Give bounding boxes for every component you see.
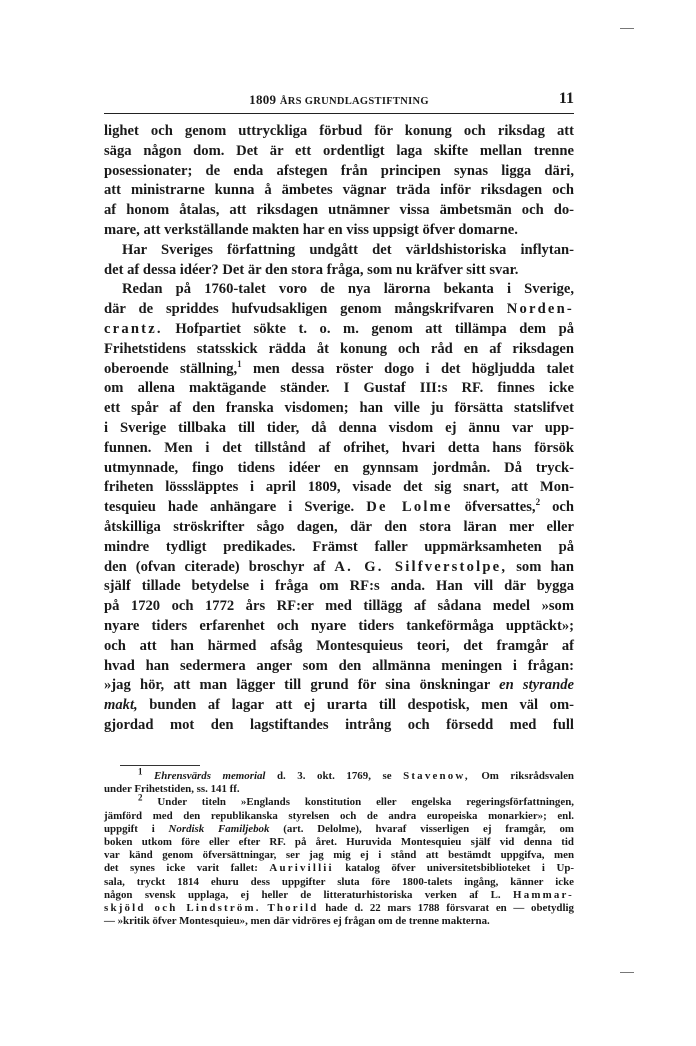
text-run: Hofpartiet sökte t. o. m. genom att tillämpa dem på [175, 320, 574, 337]
footnote-line: under Frihetstiden, ss. 141 ff. [104, 783, 240, 796]
text-line [104, 360, 574, 380]
footnote-number: 1 [138, 766, 143, 777]
footnote-line [104, 889, 574, 902]
text-line: af honom åtalas, att riksdagen utnämner vissa ämbetsmän och do- [104, 202, 574, 219]
footnotes [104, 766, 574, 928]
footnote-line [104, 862, 574, 875]
text-run: Om riksrådsvalen [469, 770, 574, 782]
text-line [104, 320, 574, 340]
text-run: som han [507, 558, 574, 575]
text-line [104, 696, 574, 716]
page-number: 11 [558, 90, 574, 107]
text-line: posessionater; de enda afstegen från principen synas ligga däri, [104, 162, 574, 179]
spaced-name: Aurivillii [269, 862, 334, 875]
text-run: katalog öfver universitetsbiblioteket i Up- [333, 862, 574, 875]
footnote-line: — »kritik öfver Montesquieu», men där vidröres ej frågan om de trenne makterna. [104, 915, 490, 928]
text-run: hade d. 22 mars 1788 försvarat en — obetydlig [318, 901, 574, 914]
header-title: ÅRS GRUNDLAGSTIFTNING [279, 96, 429, 107]
text-run: men dessa röster dogo i det högljudda talet [241, 360, 575, 377]
text-run: och [540, 499, 574, 516]
text-line: Har Sveriges författning undgått det världshistoriska inflytan- [122, 241, 574, 258]
footnote-line [104, 792, 574, 809]
text-run: det synes icke varit fallet: [104, 862, 258, 875]
footnote-ref: 2 [535, 497, 541, 508]
footnote-line: sala, tryckt 1814 ehuru dess uppgifter sluta före 1800-talets ingång, känner icke [104, 875, 574, 888]
text-line [104, 300, 574, 320]
text-line: friheten lösssläpptes i april 1809, visade det sig snart, att Mon- [104, 479, 574, 496]
text-line: gjordad mot den lagstiftandes intrång och försedd med full [104, 716, 574, 733]
text-run: öfversattes, [452, 499, 536, 516]
footnote-line: boken utkom före eller efter RF. på året. Huruvida Montesquieu själf vid denna tid [104, 835, 574, 848]
spaced-name: Hammar- [513, 888, 574, 901]
spaced-name: Norden- [506, 301, 574, 318]
text-line: på 1720 och 1772 års RF:er med tillägg af sådana medel »som [104, 598, 574, 615]
text-run: tesquieu hade anhängare i Sverige. [104, 499, 355, 516]
text-line: mindre tydligt predikades. Främst faller uppmärksamheten på [104, 538, 574, 555]
italic-text: en styrande [499, 677, 574, 694]
text-line: hvad han sedermera anger som den allmänna meningen i frågan: [104, 657, 574, 674]
italic-text: Nordisk Familjebok [168, 822, 270, 835]
spaced-name: Thorild [267, 901, 319, 914]
text-line: själf tillade betydelse i fråga om RF:s anda. Han vill där bygga [104, 578, 574, 595]
text-line [104, 498, 574, 518]
running-header [104, 92, 574, 112]
footnote-rule [120, 765, 200, 766]
text-line: att ministrarne kunna å ämbetes vägnar träda inför riksdagen och [104, 182, 574, 199]
text-line: om allena maktägande ständer. I Gustaf III:s RF. finnes icke [104, 380, 574, 397]
text-run: oberoende ställning, [104, 360, 238, 377]
spaced-name: Stavenow, [403, 770, 470, 782]
header-rule [104, 113, 574, 114]
footnote-line [104, 823, 574, 836]
running-title [104, 92, 574, 108]
text-line: i Sverige tillbaka till tider, då denna visdom ej ännu var upp- [104, 419, 574, 436]
footnote-line: var känd genom öfversättningar, ser jag mig ej i stånd att bestämdt uppgifva, men [104, 849, 574, 862]
spaced-name: De Lolme [366, 499, 453, 516]
text-line [104, 676, 574, 696]
text-line: Frihetstidens statsskick rädda åt konung och råd en af riksdagen [104, 340, 574, 357]
text-run: (art. Delolme), hvaraf visserligen ej framgår, om [269, 822, 574, 835]
top-right-mark [620, 28, 634, 29]
footnote-line [104, 902, 574, 915]
bottom-right-mark [620, 972, 634, 973]
footnote-ref: 1 [237, 358, 242, 369]
text-run: »jag hör, att man lägger till grund för sina önskningar [104, 677, 490, 694]
text-line: utmynnade, fingo tidens idéer en gynnsam jordmån. Då tryck- [104, 459, 574, 476]
text-run: den (ofvan citerade) broschyr af [104, 558, 326, 575]
text-line: åtskilliga ströskrifter sågo dagen, där den stora läran mer eller [104, 518, 574, 535]
footnote-line: jämförd med den republikanska styrelsen och de andra europeiska monarkier»; enl. [104, 809, 574, 822]
text-line: nyare tiders erfarenhet och nyare tiders tankeförmåga upptäckt»; [104, 617, 574, 634]
header-year: 1809 [249, 92, 277, 107]
italic-text: Ehrensvärds memorial [154, 770, 266, 782]
text-line: funnen. Men i det tillstånd af ofrihet, hvari detta hans försök [104, 439, 574, 456]
italic-text: makt, [104, 697, 138, 714]
text-line: mare, att verkställande makten har en viss uppsigt öfver domarne. [104, 221, 518, 238]
text-run: bunden af lagar att ej urarta till despotisk, men väl om- [137, 697, 574, 714]
spaced-name: crantz. [104, 320, 163, 337]
text-line: Redan på 1760-talet voro de nya lärorna bekanta i Sverige, [122, 281, 574, 298]
text-run: där de spriddes hufvudsakligen genom mångskrifvaren [104, 301, 494, 318]
text-line: och att han härmed afsåg Montesquieus teori, det framgår af [104, 637, 574, 654]
spaced-name: skjöld och Lindström. [104, 901, 261, 914]
footnote-line [104, 766, 574, 783]
text-line [104, 558, 574, 578]
text-run: uppgift i [104, 822, 155, 835]
text-line: säga någon dom. Det är ett ordentligt laga skifte mellan trenne [104, 142, 574, 159]
text-run: Under titeln »Englands konstitution eller engelska regeringsförfattningen, [142, 796, 574, 809]
spaced-name: A. G. Silfverstolpe, [334, 558, 508, 575]
text-run: någon svensk upplaga, ej heller de litteraturhistoriska verken af L. [104, 888, 501, 901]
text-line: ett spår af den franska visdomen; han ville ju försätta statslifvet [104, 400, 574, 417]
text-run: d. 3. okt. 1769, se [265, 770, 392, 782]
main-text [104, 122, 574, 736]
footnote-number: 2 [138, 792, 143, 803]
text-line: lighet och genom uttryckliga förbud för konung och riksdag att [104, 123, 574, 139]
text-line: det af dessa idéer? Det är den stora fråga, som nu kräfver sitt svar. [104, 261, 519, 278]
